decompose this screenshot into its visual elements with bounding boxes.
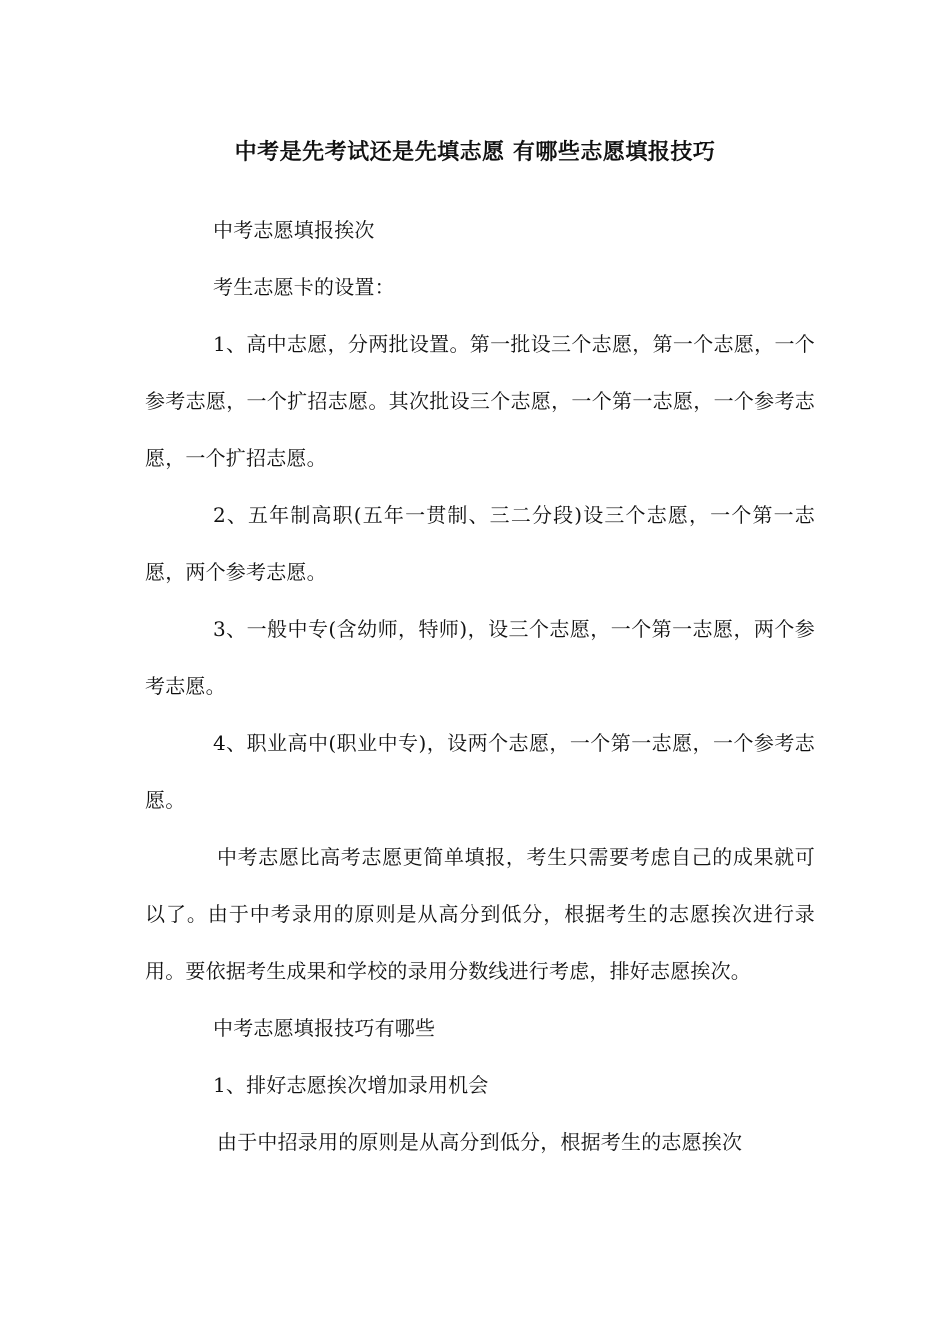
document-title: 中考是先考试还是先填志愿 有哪些志愿填报技巧	[234, 140, 716, 165]
section-heading-order: 中考志愿填报挨次	[213, 218, 375, 242]
paragraph-item-2: 2、五年制高职(五年一贯制、三二分段)设三个志愿，一个第一志愿，两个参考志愿。	[145, 503, 815, 584]
paragraph-tip-1: 1、排好志愿挨次增加录用机会	[213, 1073, 489, 1097]
document-body	[145, 202, 815, 1171]
paragraph-item-3: 3、一般中专(含幼师，特师)，设三个志愿，一个第一志愿，两个参考志愿。	[145, 617, 815, 698]
section-heading-tips: 中考志愿填报技巧有哪些	[213, 1016, 436, 1040]
paragraph-card-settings: 考生志愿卡的设置：	[213, 275, 395, 299]
paragraph-item-4: 4、职业高中(职业中专)，设两个志愿，一个第一志愿，一个参考志愿。	[145, 731, 815, 812]
paragraph-tip-1-body: 由于中招录用的原则是从高分到低分，根据考生的志愿挨次	[217, 1130, 743, 1154]
paragraph-summary: 中考志愿比高考志愿更简单填报，考生只需要考虑自己的成果就可以了。由于中考录用的原则是从高分到低分，根据考生的志愿挨次进行录用。要依据考生成果和学校的录用分数线进行考虑，排好志愿挨次。	[145, 845, 815, 983]
paragraph-item-1: 1、高中志愿，分两批设置。第一批设三个志愿，第一个志愿，一个参考志愿，一个扩招志愿。其次批设三个志愿，一个第一志愿，一个参考志愿，一个扩招志愿。	[145, 332, 815, 470]
